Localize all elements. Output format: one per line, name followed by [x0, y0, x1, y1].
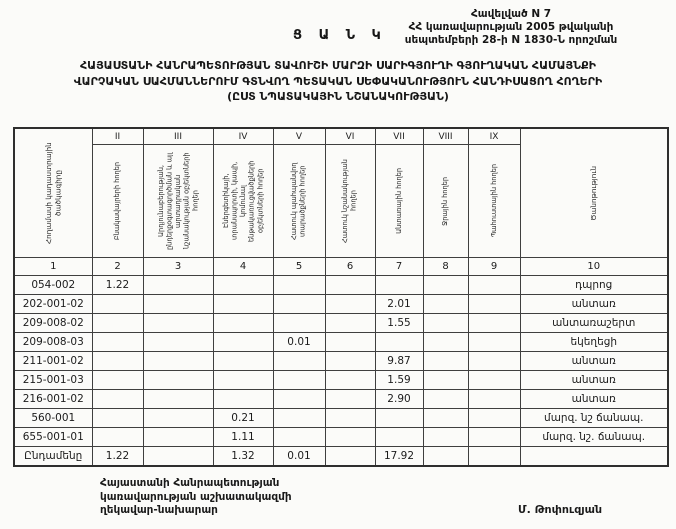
- note-cell: մարզ. նշ. ճանապ.: [520, 428, 668, 447]
- area-value-cell: [92, 333, 143, 352]
- list-label: Ց Ա Ն Կ: [293, 28, 387, 43]
- area-value-cell: [213, 314, 273, 333]
- area-value-cell: [325, 276, 375, 295]
- header-cell-code: [14, 128, 92, 258]
- land-table: [13, 127, 669, 467]
- table-body: [14, 276, 668, 467]
- area-value-cell: 0.01: [273, 447, 325, 467]
- area-value-cell: [143, 428, 213, 447]
- area-value-cell: [468, 352, 520, 371]
- note-cell: անտառ: [520, 352, 668, 371]
- note-cell: անտառ: [520, 295, 668, 314]
- table-row: [14, 390, 668, 409]
- area-value-cell: [92, 409, 143, 428]
- area-value-cell: [468, 390, 520, 409]
- area-value-cell: [423, 352, 468, 371]
- header-cell-protected: [273, 145, 325, 258]
- note-cell: մարզ. նշ ճանապ.: [520, 409, 668, 428]
- appendix-line-2: ՀՀ կառավարության 2005 թվականի: [408, 21, 614, 33]
- cadastral-code-cell: 655-001-01: [14, 428, 92, 447]
- signature-title-line-3: ղեկավար-նախարար: [100, 504, 218, 516]
- column-number: 9: [468, 258, 520, 276]
- area-value-cell: [375, 428, 423, 447]
- roman-numeral: IV: [213, 128, 273, 145]
- cadastral-code-cell: 054-002: [14, 276, 92, 295]
- area-value-cell: [423, 447, 468, 467]
- column-number: 6: [325, 258, 375, 276]
- roman-numeral: II: [92, 128, 143, 145]
- header-cell-settlement: [92, 145, 143, 258]
- table-row: [14, 314, 668, 333]
- area-value-cell: [143, 276, 213, 295]
- signature-title-line-2: կառավարության աշխատակազմի: [100, 490, 292, 503]
- area-value-cell: [423, 428, 468, 447]
- area-value-cell: [92, 295, 143, 314]
- title-line-2: ՎԱՐՉԱԿԱՆ ՍԱՀՄԱՆՆԵՐՈՒՄ ԳՏՆՎՈՂ ՊԵՏԱԿԱՆ ՍԵՓԱԿԱՆՈՒԹՅՈՒՆ ՀԱՆԴԻՍԱՑՈՂ ՀՈՂԵՐԻ: [73, 74, 603, 88]
- document-title: [8, 58, 668, 105]
- area-value-cell: 0.21: [213, 409, 273, 428]
- note-cell: անտառ: [520, 371, 668, 390]
- table-row: [14, 428, 668, 447]
- column-number: 3: [143, 258, 213, 276]
- area-value-cell: [325, 390, 375, 409]
- area-value-cell: [92, 371, 143, 390]
- roman-numeral: III: [143, 128, 213, 145]
- area-value-cell: [325, 295, 375, 314]
- title-line-3: (ԸՍՏ ՆՊԱՏԱԿԱՅԻՆ ՆՇԱՆԱԿՈՒԹՅԱՆ): [227, 90, 449, 103]
- area-value-cell: [325, 447, 375, 467]
- area-value-cell: [273, 371, 325, 390]
- area-value-cell: [468, 409, 520, 428]
- area-value-cell: [273, 314, 325, 333]
- area-value-cell: [92, 428, 143, 447]
- cadastral-code-cell: 209-008-03: [14, 333, 92, 352]
- area-value-cell: 1.59: [375, 371, 423, 390]
- total-label-cell: Ընդամենը: [14, 447, 92, 467]
- cadastral-code-cell: 202-001-02: [14, 295, 92, 314]
- title-line-1: ՀԱՅԱՍՏԱՆԻ ՀԱՆՐԱՊԵՏՈՒԹՅԱՆ ՏԱՎՈՒՇԻ ՄԱՐԶԻ ՍԱՐԻԳՅՈՒՂԻ ԳՅՈՒՂԱԿԱՆ ՀԱՄԱՅՆՔԻ: [80, 59, 596, 72]
- column-number: 10: [520, 258, 668, 276]
- roman-numeral: VII: [375, 128, 423, 145]
- category-label: Անտառային հողեր: [394, 168, 403, 234]
- cadastral-code-cell: 216-001-02: [14, 390, 92, 409]
- area-value-cell: [143, 371, 213, 390]
- column-number: 7: [375, 258, 423, 276]
- header-cell-infrastructure: [213, 145, 273, 258]
- area-value-cell: 9.87: [375, 352, 423, 371]
- area-value-cell: 17.92: [375, 447, 423, 467]
- table-row: [14, 371, 668, 390]
- area-value-cell: [468, 333, 520, 352]
- signature-title-block: [100, 477, 292, 518]
- appendix-block: [352, 8, 670, 47]
- total-row: [14, 447, 668, 467]
- table-header: [14, 128, 668, 276]
- header-cell-forest: [375, 145, 423, 258]
- area-value-cell: [468, 371, 520, 390]
- area-value-cell: [273, 352, 325, 371]
- area-value-cell: [143, 333, 213, 352]
- area-value-cell: 1.55: [375, 314, 423, 333]
- roman-numeral: VIII: [423, 128, 468, 145]
- column-number: 2: [92, 258, 143, 276]
- cadastral-code-cell: 211-001-02: [14, 352, 92, 371]
- area-value-cell: [325, 333, 375, 352]
- area-value-cell: [213, 371, 273, 390]
- area-value-cell: [213, 352, 273, 371]
- area-value-cell: [468, 428, 520, 447]
- table-row: [14, 352, 668, 371]
- column-number: 4: [213, 258, 273, 276]
- area-value-cell: [325, 371, 375, 390]
- area-value-cell: [423, 371, 468, 390]
- area-value-cell: 2.90: [375, 390, 423, 409]
- appendix-line-3: սեպտեմբերի 28-ի N 1830-Ն որոշման: [404, 34, 618, 46]
- category-label: Արդյունաբերության, ընդերքօգտագործման և այլ արտադրական նշանակության օբյեկտների հողեր: [156, 152, 199, 250]
- roman-numeral: V: [273, 128, 325, 145]
- category-label: Հատուկ նշանակության հողեր: [341, 159, 358, 243]
- roman-numeral-row: [14, 128, 668, 145]
- area-value-cell: [273, 409, 325, 428]
- area-value-cell: [213, 276, 273, 295]
- header-cell-industry: [143, 145, 213, 258]
- area-value-cell: 1.11: [213, 428, 273, 447]
- table-row: [14, 409, 668, 428]
- note-cell: դպրոց: [520, 276, 668, 295]
- area-value-cell: [375, 333, 423, 352]
- area-value-cell: [143, 447, 213, 467]
- column-number: 1: [14, 258, 92, 276]
- area-value-cell: [273, 295, 325, 314]
- header-cell-water: [423, 145, 468, 258]
- category-label: Բնակավայրերի հողեր: [113, 161, 122, 241]
- note-cell: եկեղեցի: [520, 333, 668, 352]
- table-row: [14, 295, 668, 314]
- area-value-cell: [143, 390, 213, 409]
- table-row: [14, 333, 668, 352]
- area-value-cell: [273, 390, 325, 409]
- area-value-cell: [468, 276, 520, 295]
- roman-numeral: IX: [468, 128, 520, 145]
- signature-name: Մ. Թոփուզյան: [518, 503, 603, 516]
- area-value-cell: [143, 352, 213, 371]
- area-value-cell: [143, 314, 213, 333]
- header-note-label: Ծանոթություն: [589, 165, 599, 221]
- note-cell: [520, 447, 668, 467]
- area-value-cell: [273, 428, 325, 447]
- category-label: Ջրային հողեր: [441, 176, 450, 226]
- area-value-cell: 2.01: [375, 295, 423, 314]
- area-value-cell: [423, 390, 468, 409]
- area-value-cell: [213, 295, 273, 314]
- category-label: Էներգետիկայի, տրանսպորտի, կապի, կոմունալ ենթակառուցվածքների օբյեկտների հողեր: [221, 160, 264, 242]
- table-row: [14, 276, 668, 295]
- area-value-cell: [213, 390, 273, 409]
- area-value-cell: 1.22: [92, 276, 143, 295]
- header-code-label: Հողամասի կադաստրային ծածկագիրը: [43, 142, 63, 244]
- column-number: 8: [423, 258, 468, 276]
- header-cell-special: [325, 145, 375, 258]
- column-number: 5: [273, 258, 325, 276]
- area-value-cell: [92, 352, 143, 371]
- area-value-cell: [423, 409, 468, 428]
- area-value-cell: [143, 409, 213, 428]
- area-value-cell: [468, 314, 520, 333]
- area-value-cell: [325, 409, 375, 428]
- area-value-cell: [92, 390, 143, 409]
- cadastral-code-cell: 209-008-02: [14, 314, 92, 333]
- area-value-cell: [423, 276, 468, 295]
- area-value-cell: [325, 352, 375, 371]
- area-value-cell: 0.01: [273, 333, 325, 352]
- area-value-cell: 1.32: [213, 447, 273, 467]
- area-value-cell: [468, 295, 520, 314]
- area-value-cell: 1.22: [92, 447, 143, 467]
- roman-numeral: VI: [325, 128, 375, 145]
- area-value-cell: [375, 276, 423, 295]
- area-value-cell: [273, 276, 325, 295]
- appendix-line-1: Հավելված N 7: [470, 8, 552, 20]
- category-label: Պահուստային հողեր: [489, 164, 498, 238]
- note-cell: անտառաշերտ: [520, 314, 668, 333]
- area-value-cell: [92, 314, 143, 333]
- area-value-cell: [423, 314, 468, 333]
- area-value-cell: [325, 314, 375, 333]
- area-value-cell: [325, 428, 375, 447]
- header-cell-note: [520, 128, 668, 258]
- area-value-cell: [423, 295, 468, 314]
- cadastral-code-cell: 560-001: [14, 409, 92, 428]
- area-value-cell: [468, 447, 520, 467]
- category-label: Հատուկ պահպանվող տարածքների հողեր: [290, 162, 307, 240]
- column-numbers-row: [14, 258, 668, 276]
- area-value-cell: [375, 409, 423, 428]
- cadastral-code-cell: 215-001-03: [14, 371, 92, 390]
- signature-title-line-1: Հայաստանի Հանրապետության: [100, 477, 280, 489]
- area-value-cell: [423, 333, 468, 352]
- area-value-cell: [213, 333, 273, 352]
- area-value-cell: [143, 295, 213, 314]
- header-cell-reserve: [468, 145, 520, 258]
- note-cell: անտառ: [520, 390, 668, 409]
